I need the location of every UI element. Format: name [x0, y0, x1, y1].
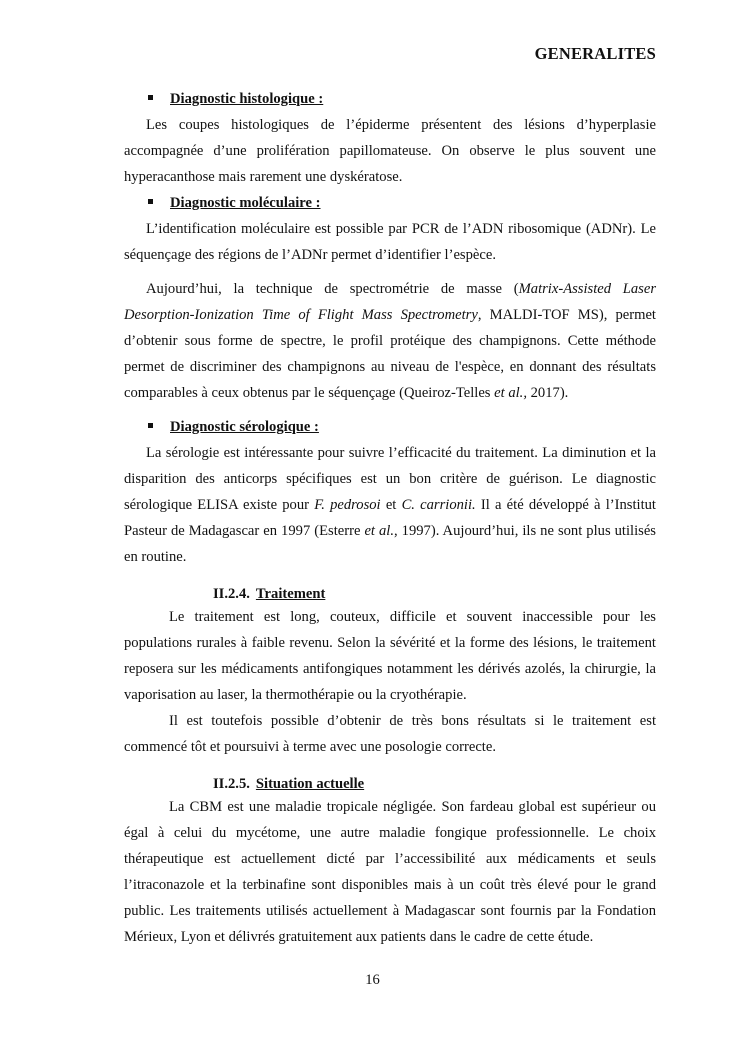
species-c-carrionii: C. carrionii.	[401, 497, 476, 513]
paragraph-molecular: L’identification moléculaire est possible par PCR de l’ADN ribosomique (ADNr). Le séquençage des régions de l’ADNr permet d’identifier l’espèce.	[124, 221, 656, 263]
paragraph-situation: La CBM est une maladie tropicale négligée. Son fardeau global est supérieur ou égal à celui du mycétome, une autre maladie fongique professionnelle. Le choix thérapeutique est actuellement dicté par l’accessibilité aux médicaments et seuls l’itraconazole et la terbinafine sont disponibles mais à un coût très élevé pour le grand public. Les traitements utilisés actuellement à Madagascar sont fournis par la Fondation Mérieux, Lyon et délivrés gratuitement aux patients dans le cadre de cette étude.	[124, 799, 656, 945]
section-number-situation: II.2.5.	[213, 776, 250, 792]
sero-text-2: et	[380, 497, 402, 513]
maldi-text-a: Aujourd’hui, la technique de spectrométrie de masse (	[146, 281, 519, 297]
sero-et-al: et al.	[364, 523, 394, 539]
sero-text-4: , 1997). Aujourd’hui, ils ne sont plus utilisés en routine.	[124, 523, 656, 565]
running-header: GENERALITES	[534, 44, 656, 63]
heading-serologic-diagnosis-text: Diagnostic sérologique :	[170, 419, 319, 435]
paragraph-serologic	[124, 440, 656, 570]
paragraph-traitement-1: Le traitement est long, couteux, difficile et souvent inaccessible pour les populations rurales à faible revenu. Selon la sévérité et la forme des lésions, le traitement reposera sur les médicaments antifongiques notamment les dérivés azolés, la chirurgie, la vaporisation au laser, la thermothérapie ou la cryothérapie.	[124, 609, 656, 703]
section-title-traitement: Traitement	[255, 586, 326, 602]
section-heading-situation	[213, 774, 656, 794]
section-number-traitement: II.2.4.	[213, 586, 250, 602]
heading-histologic-diagnosis	[170, 86, 656, 112]
species-f-pedrosoi: F. pedrosoi	[314, 497, 381, 513]
page-body	[124, 86, 656, 950]
heading-molecular-diagnosis	[170, 190, 656, 216]
maldi-text-b: , MALDI-TOF MS), permet d’obtenir sous forme de spectre, le profil protéique des champignons. Cette méthode permet de discriminer des champignons au niveau de l'espèce, en donnant des résultats comparables à ceux obtenus par le séquençage (Queiroz-Telles	[124, 307, 656, 401]
maldi-et-al: et al.,	[494, 385, 527, 401]
maldi-full-name: Matrix-Assisted Laser Desorption-Ionization Time of Flight Mass Spectrometry	[124, 281, 656, 323]
section-title-situation: Situation actuelle	[255, 776, 365, 792]
paragraph-traitement-2: Il est toutefois possible d’obtenir de très bons résultats si le traitement est commencé tôt et poursuivi à terme avec une posologie correcte.	[124, 713, 656, 755]
page-number: 16	[365, 972, 380, 988]
heading-molecular-diagnosis-text: Diagnostic moléculaire :	[170, 195, 321, 211]
sero-text-3: Il a été développé à l’Institut Pasteur de Madagascar en 1997 (Esterre	[124, 497, 656, 539]
maldi-text-c: 2017).	[526, 385, 569, 401]
paragraph-maldi-tof	[124, 276, 656, 406]
section-heading-traitement	[213, 584, 656, 604]
heading-serologic-diagnosis	[170, 414, 656, 440]
sero-text-1: La sérologie est intéressante pour suivre l’efficacité du traitement. La diminution et la disparition des anticorps spécifiques est un bon critère de guérison. Le diagnostic sérologique ELISA existe pour	[124, 445, 656, 513]
heading-histologic-diagnosis-text: Diagnostic histologique :	[170, 91, 324, 107]
paragraph-histologic: Les coupes histologiques de l’épiderme présentent des lésions d’hyperplasie accompagnée d’une prolifération papillomateuse. On observe le plus souvent une hyperacanthose mais rarement une dyskératose.	[124, 117, 656, 185]
